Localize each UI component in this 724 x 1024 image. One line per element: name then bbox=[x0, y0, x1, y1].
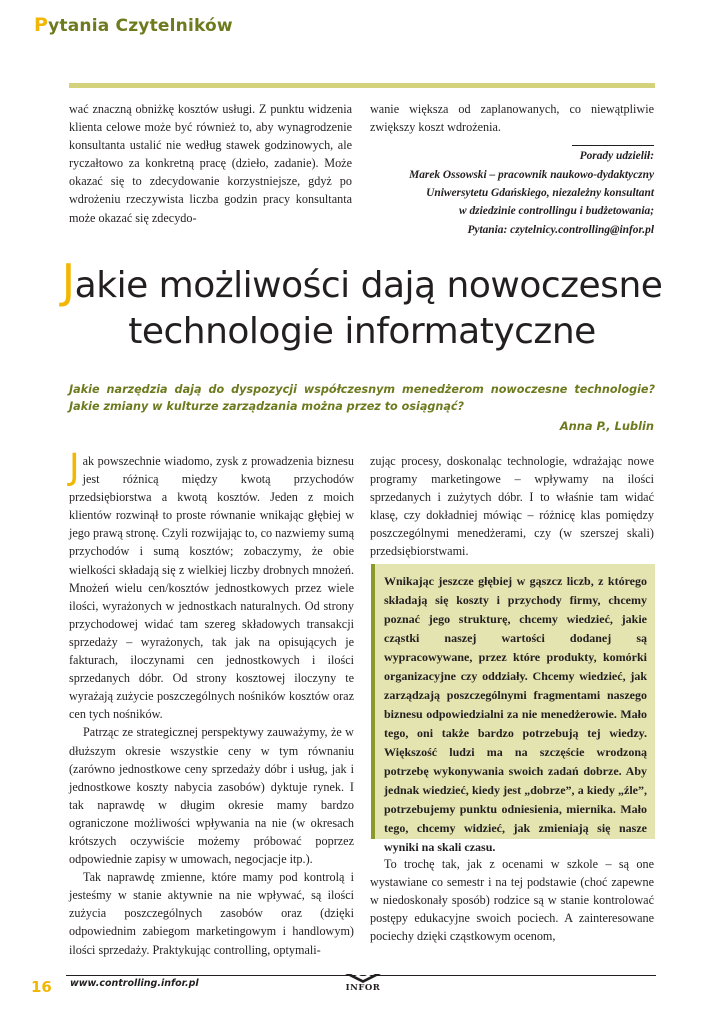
title-line-1: akie możliwości dają nowoczesne bbox=[74, 265, 663, 306]
signature-line: Uniwersytetu Gdańskiego, niezależny konsultant bbox=[426, 187, 654, 199]
previous-article-right-column bbox=[370, 100, 654, 239]
section-label-initial: P bbox=[34, 14, 49, 36]
page-number: 16 bbox=[31, 978, 52, 996]
article-right-column-continued bbox=[370, 855, 654, 945]
infor-logo bbox=[339, 972, 387, 996]
section-label-text: ytania Czytelników bbox=[48, 16, 233, 36]
title-initial: J bbox=[61, 254, 75, 308]
article-title bbox=[60, 254, 664, 355]
paragraph: zując procesy, doskonaląc technologie, wdrażając nowe programy marketingowe – wpływamy na ilości sprzedanych i zużytych dóbr. I to właśnie tam widać klasę, czy dokładniej mówiąc – różnicę klas pomiędzy poszczególnymi menedżerami, czy (w szerszej skali) przedsiębiorstwami. bbox=[370, 454, 654, 559]
signature-line: Marek Ossowski – pracownik naukowo-dydaktyczny bbox=[409, 168, 654, 181]
signature-line: Porady udzielił: bbox=[579, 150, 654, 163]
signature-line: w dziedzinie controllingu i budżetowania; bbox=[459, 205, 654, 218]
paragraph: Tak naprawdę zmienne, które mamy pod kontrolą i jesteśmy w stanie aktywnie na nie wpływać, są ilości zużycia poszczególnych zasobów oraz (dzięki odpowiednim zabiegom marketingowym i handlowym) ilości sprzedaży. Praktykując controlling, optymali- bbox=[69, 870, 354, 957]
previous-article-text: wać znaczną obniżkę kosztów usługi. Z punktu widzenia klienta celowe może być również to, aby wynagrodzenie konsultanta ustalić nie według stawek godzinowych, ale ryczałtowo za konkretną pracę (dzieło, zadanie). Może okazać się to zdecydowanie korzystniejsze, gdyż po wdrożeniu rzeczywista liczba godzin pracy konsultanta może okazać się zdecydo- bbox=[69, 102, 352, 225]
top-divider bbox=[69, 83, 655, 88]
previous-article-left-column bbox=[69, 100, 352, 227]
drop-cap: J bbox=[69, 447, 80, 488]
paragraph: Patrząc ze strategicznej perspektywy zauważymy, że w dłuższym okresie wszystkie ceny w tym równaniu (zarówno jednostkowe ceny sprzedaży dóbr i usług, jak i jednostkowe koszty nabycia zasobów) dyktuje rynek. I tak naprawdę w długim okresie mamy bardzo ograniczone możliwości wpływania na nie (w okresach krótszych oczywiście możemy próbować poprzez odpowiednie zapisy w umowach, negocjacje itp.). bbox=[69, 725, 354, 867]
article-left-column bbox=[69, 447, 354, 959]
highlight-box: Wnikając jeszcze głębiej w gąszcz liczb, z którego składają się koszty i przychody firmy, chcemy poznać jego strukturę, chcemy wiedzieć, jakie cząstki naszej wartości dodanej są wypracowywane, przez które produkty, komórki organizacyjne czy oddziały. Chcemy wiedzieć, jak zarządzają poszczególnymi fragmentami naszego biznesu odpowiedzialni za nie menedżerowie. Mało tego, oni także bardzo potrzebują tej wiedzy. Większość ludzi ma na szczęście wrodzoną potrzebę wykonywania swoich zadań dobrze. Aby jednak wiedzieć, kiedy jest „dobrze”, a kiedy „źle”, potrzebujemy punktu odniesienia, miernika. Mało tego, chcemy widzieć, jak zmieniają się nasze wyniki na skali czasu. bbox=[371, 564, 655, 839]
previous-article-text-end: wanie większa od zaplanowanych, co niewątpliwie zwiększy koszt wdrożenia. bbox=[370, 102, 654, 135]
paragraph: To trochę tak, jak z ocenami w szkole – są one wystawiane co semestr i na tej podstawie (choć zapewne w niedoskonały sposób) rodzice są w stanie kontrolować postępy edukacyjne swoich pociech. A zainteresowane pociechy dzięki cząstkowym ocenom, bbox=[370, 857, 654, 944]
paragraph-text: ak powszechnie wiadomo, zysk z prowadzenia biznesu jest różnicą między kwotą przychodów przedsiębiorstwa a kwotą kosztów. Jeden z moich klientów rozwinął to proste równanie wnikając głębiej w jego prawą stronę. Czyli rozwijając to, co nazwiemy sumą przychodów i sumą kosztów; zobaczymy, że obie wielkości składają się z wielkiej liczby drobnych mnożeń. Mnożeń wielu cen/kosztów jednostkowych przez wiele ilości, wyrażonych w jednostkach naturalnych. Od strony przychodowej widać tam szereg składowych transakcji sprzedaży – wyrażonych, tak jak na opisujących je fakturach, iloczynami cen jednostkowych i ilości sprzedanych dóbr. Od strony kosztowej iloczyny te wyrażają zużycie poszczególnych nośników kosztów oraz cen tych nośników. bbox=[69, 454, 354, 722]
logo-text: INFOR bbox=[345, 983, 381, 993]
advice-signature bbox=[370, 147, 654, 239]
title-line-2: technologie informatyczne bbox=[128, 311, 596, 352]
paragraph bbox=[69, 447, 354, 723]
footer-url: www.controlling.infor.pl bbox=[70, 978, 199, 989]
signature-divider bbox=[572, 145, 654, 146]
article-right-column bbox=[370, 452, 654, 561]
signature-contact: Pytania: czytelnicy.controlling@infor.pl bbox=[467, 223, 654, 236]
section-label bbox=[34, 14, 233, 36]
article-lead: Jakie narzędzia dają do dyspozycji współczesnym menedżerom nowoczesne technologie? Jakie zmiany w kulturze zarządzania można przez to osiągnąć? bbox=[69, 383, 655, 413]
article-author: Anna P., Lublin bbox=[559, 419, 654, 433]
